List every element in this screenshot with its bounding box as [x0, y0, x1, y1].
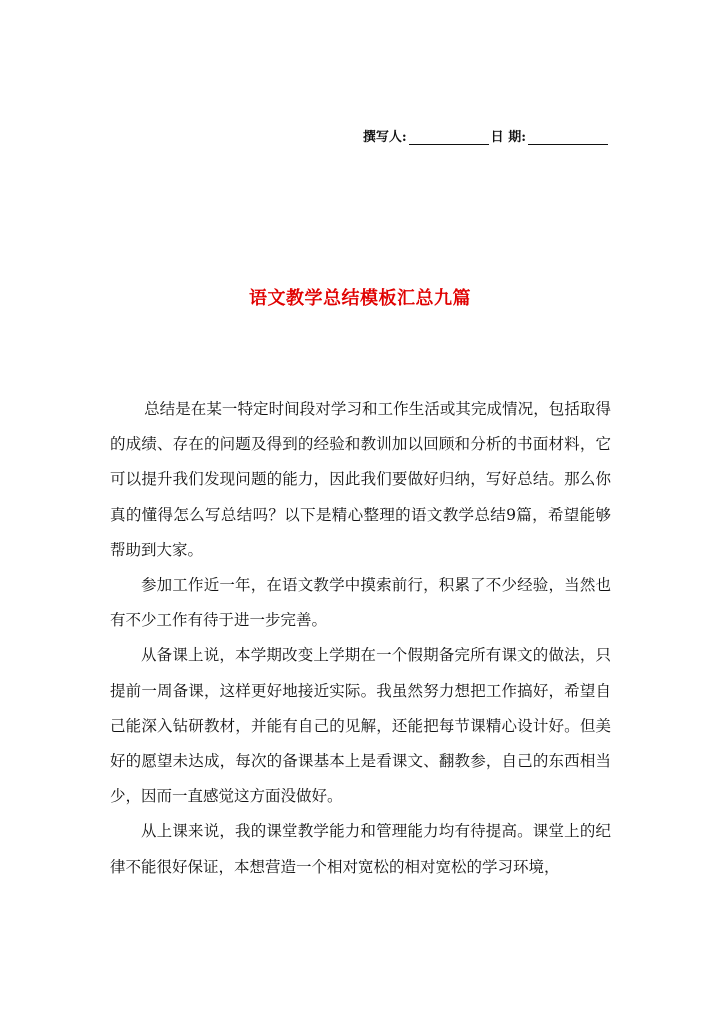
date-label: 日 期: [490, 130, 526, 145]
body-paragraph: 从备课上说，本学期改变上学期在一个假期备完所有课文的做法，只提前一周备课，这样更好地接近实际。我虽然努力想把工作搞好，希望自己能深入钻研教材，并能有自己的见解，还能把每节课精心设计好。但美好的愿望未达成，每次的备课基本上是看课文、翻教参，自己的东西相当少，因而一直感觉这方面没做好。 [110, 646, 611, 806]
author-date-line [363, 126, 610, 145]
body-paragraph: 参加工作近一年，在语文教学中摸索前行，积累了不少经验，当然也有不少工作有待于进一步完善。 [110, 576, 611, 630]
author-label: 撰写人: [362, 130, 407, 145]
date-blank [528, 130, 608, 145]
author-blank [409, 130, 489, 145]
body-paragraph: 从上课来说，我的课堂教学能力和管理能力均有待提高。课堂上的纪律不能很好保证，本想营造一个相对宽松的相对宽松的学习环境， [110, 822, 611, 876]
document-title: 语文教学总结模板汇总九篇 [249, 288, 471, 309]
body-paragraph-intro: 总结是在某一特定时间段对学习和工作生活或其完成情况，包括取得的成绩、存在的问题及得到的经验和教训加以回顾和分析的书面材料，它可以提升我们发现问题的能力，因此我们要做好归纳，写好总结。那么你真的懂得怎么写总结吗？以下是精心整理的语文教学总结9篇，希望能够帮助到大家。 [110, 400, 611, 559]
document-body [110, 392, 611, 885]
